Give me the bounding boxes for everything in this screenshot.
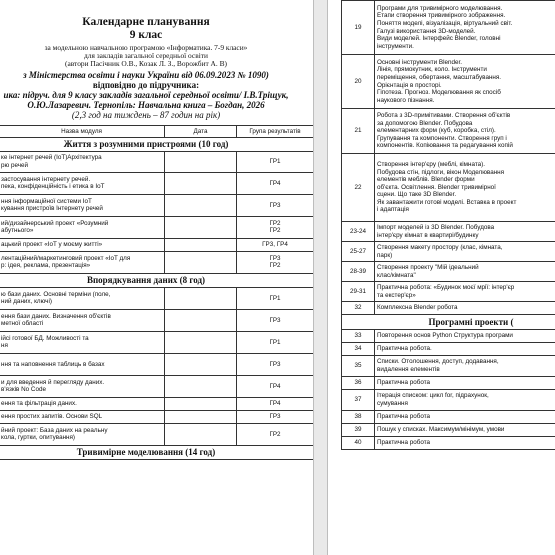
row-topic: Пошук у списках. Максимум/мінімум, умови xyxy=(375,424,555,437)
row-date xyxy=(165,151,237,172)
authors-line: (автори Пасічник О.В., Козак Л. З., Ворожбит А. В) xyxy=(65,59,227,69)
row-number: 36 xyxy=(342,377,375,390)
row-topic: ійсі готової БД. Можливості та ня xyxy=(0,331,165,353)
table-row xyxy=(342,262,555,282)
row-result-group: ГР1 xyxy=(237,287,314,309)
table-row xyxy=(342,390,555,411)
row-result-group: ГР4 xyxy=(237,397,314,410)
table-row xyxy=(342,343,555,356)
row-date xyxy=(165,353,237,375)
row-date xyxy=(165,375,237,397)
table-row xyxy=(342,330,555,343)
row-topic: и для введення й перегляду даних. в'язків No Code xyxy=(0,375,165,397)
row-topic: Основні інструменти Blender. Лінія, прямокутник, коло. Інструменти переміщення, обертання, масштабування. Орієнтація в просторі. Гіпотеза. Прогноз. Моделювання як спосіб наукового пізнання. xyxy=(375,55,555,109)
row-number: 25-27 xyxy=(342,242,375,262)
table-row xyxy=(342,411,555,424)
table-row xyxy=(342,356,555,377)
row-result-group: ГР2 xyxy=(237,423,314,445)
table-row xyxy=(0,375,314,397)
table-row xyxy=(342,377,555,390)
row-number: 37 xyxy=(342,390,375,411)
row-topic: Практична робота xyxy=(375,411,555,424)
table-row xyxy=(342,154,555,222)
textbook-line-2: О.Ю.Лазаревич. Тернопіль: Навчальна книга – Богдан, 2026 xyxy=(27,99,265,110)
row-topic: ацький проект «IoT у моєму житті» xyxy=(0,238,165,251)
section-title: Тривимірне моделювання (14 год) xyxy=(0,445,314,459)
program-subline: для закладів загальної середньої освіти xyxy=(84,51,208,61)
row-topic: Робота з 3D-примітивами. Створення об'єктів за допомогою Blender. Побудова елементарних форм (куб, коробка, стіл). Групування та компоненти. Створення груп і компонентів. Копіювання та редагування копій xyxy=(375,109,555,154)
row-topic: лентаційний/маркетинговий проект «IoT для р: ідея, реклама, презентація» xyxy=(0,251,165,273)
table-row xyxy=(0,287,314,309)
table-row xyxy=(0,309,314,331)
row-date xyxy=(165,194,237,216)
table-row xyxy=(342,424,555,437)
row-number: 23-24 xyxy=(342,222,375,242)
table-row xyxy=(342,222,555,242)
row-number: 39 xyxy=(342,424,375,437)
row-number: 19 xyxy=(342,1,375,55)
row-topic: Практична робота: «Будинок моєї мрії: інтер'єр та екстер'єр» xyxy=(375,282,555,302)
table-row xyxy=(342,282,555,302)
table-row xyxy=(342,437,555,450)
section-row xyxy=(0,137,314,151)
left-schedule-table xyxy=(0,125,314,460)
table-row xyxy=(0,216,314,238)
row-number: 22 xyxy=(342,154,375,222)
table-row xyxy=(0,251,314,273)
table-header-row xyxy=(0,125,314,137)
table-row xyxy=(0,151,314,172)
row-result-group: ГР3 xyxy=(237,309,314,331)
row-topic: ення простих запитів. Основи SQL xyxy=(0,410,165,423)
row-topic: Імпорт моделей із 3D Blender. Побудова інтер'єру кімнат в квартирі/будинку xyxy=(375,222,555,242)
row-result-group: ГР1 xyxy=(237,151,314,172)
table-row xyxy=(342,302,555,315)
table-row xyxy=(342,55,555,109)
right-schedule-table xyxy=(341,0,555,450)
row-date xyxy=(165,309,237,331)
row-result-group: ГР3 xyxy=(237,410,314,423)
row-date xyxy=(165,423,237,445)
order-line: з Міністерства освіти і науки України від 06.09.2023 № 1090) xyxy=(23,69,269,80)
row-topic: йний проект: База даних на реальну кола, гуртки, опитування) xyxy=(0,423,165,445)
table-row xyxy=(342,1,555,55)
column-header: Група результатів xyxy=(237,125,314,137)
row-number: 35 xyxy=(342,356,375,377)
hours-line: (2,3 год на тиждень – 87 годин на рік) xyxy=(71,109,221,120)
row-date xyxy=(165,287,237,309)
table-row xyxy=(0,331,314,353)
row-topic: Створення інтер'єру (меблі, кімната). Побудова стін, підлоги, вікон Моделювання елементів меблів. Blender форми об'єкта. Освітлення. Blender тривимірної сцени. Що таке 3D Blender. Як завантажити готові моделі. Вставка в проект і адаптація xyxy=(375,154,555,222)
row-topic: ння та наповнення таблиць в базах xyxy=(0,353,165,375)
section-title: Життя з розумними пристроями (10 год) xyxy=(0,137,314,151)
row-topic: Практична робота xyxy=(375,377,555,390)
section-row xyxy=(0,445,314,459)
row-topic: ю бази даних. Основні терміни (поле, ний даних, ключі) xyxy=(0,287,165,309)
column-header: Назва модуля xyxy=(0,125,165,137)
table-row xyxy=(0,353,314,375)
section-title: Впорядкування даних (8 год) xyxy=(0,273,314,287)
row-topic: Створення проекту "Мій ідеальний клас/кімната" xyxy=(375,262,555,282)
row-number: 34 xyxy=(342,343,375,356)
row-date xyxy=(165,238,237,251)
table-row xyxy=(0,238,314,251)
table-row xyxy=(0,172,314,194)
row-date xyxy=(165,172,237,194)
row-result-group: ГР1 xyxy=(237,331,314,353)
row-topic: Комплексна Blender робота xyxy=(375,302,555,315)
row-date xyxy=(165,331,237,353)
table-row xyxy=(0,423,314,445)
row-topic: Програми для тривимірного моделювання. Етапи створення тривимірного зображення. Поняття моделі, візуалізація, віртуальний світ. Галузі використання 3D-моделей. Види моделей. Інтерфейс Blender, головні інструменти. xyxy=(375,1,555,55)
row-topic: ення бази даних. Визначення об'єктів метної області xyxy=(0,309,165,331)
row-date xyxy=(165,410,237,423)
row-topic: ий/дизайнерський проект «Розумний абутнього» xyxy=(0,216,165,238)
section-row xyxy=(342,315,555,330)
row-topic: Списки. Отолошення, доступ, додавання, видалення елементів xyxy=(375,356,555,377)
row-number: 40 xyxy=(342,437,375,450)
row-date xyxy=(165,251,237,273)
row-topic: застосування інтернету речей. пека, конфіденційність і етика в IoT xyxy=(0,172,165,194)
row-result-group: ГР3, ГР4 xyxy=(237,238,314,251)
row-topic: Практична робота. xyxy=(375,343,555,356)
row-result-group: ГР3 xyxy=(237,353,314,375)
row-result-group: ГР4 xyxy=(237,172,314,194)
document-header xyxy=(0,16,314,120)
row-date xyxy=(165,216,237,238)
row-topic: ке інтернет речей (IoT)Архітектура рю речей xyxy=(0,151,165,172)
document-title: Календарне планування xyxy=(82,16,210,28)
table-row xyxy=(342,109,555,154)
row-result-group: ГР3 xyxy=(237,194,314,216)
row-topic: Ітерація списком: цикл for, підрахунок, сумування xyxy=(375,390,555,411)
grade-label: 9 клас xyxy=(129,28,163,41)
right-page xyxy=(327,0,555,555)
column-header: Дата xyxy=(165,125,237,137)
table-row xyxy=(342,242,555,262)
row-result-group: ГР3 ГР2 xyxy=(237,251,314,273)
row-topic: ння інформаційної системи IoT кування пристроїв Інтернету речей xyxy=(0,194,165,216)
row-number: 20 xyxy=(342,55,375,109)
table-row xyxy=(0,397,314,410)
table-row xyxy=(0,194,314,216)
row-topic: Повторення основ Python Структура програми xyxy=(375,330,555,343)
table-row xyxy=(0,410,314,423)
row-result-group: ГР2 ГР2 xyxy=(237,216,314,238)
row-number: 33 xyxy=(342,330,375,343)
row-topic: Створення макету простору (клас, кімната, парк) xyxy=(375,242,555,262)
textbook-label: відповідно до підручника: xyxy=(92,79,200,90)
row-number: 21 xyxy=(342,109,375,154)
section-title: Програмні проекти ( xyxy=(342,315,555,330)
row-date xyxy=(165,397,237,410)
row-number: 29-31 xyxy=(342,282,375,302)
row-number: 32 xyxy=(342,302,375,315)
row-number: 38 xyxy=(342,411,375,424)
row-topic: ення та фільтрація даних. xyxy=(0,397,165,410)
textbook-line-1: ика: підруч. для 9 класу закладів загальної середньої освіти/ І.В.Тріщук, xyxy=(3,89,289,100)
row-topic: Практична робота xyxy=(375,437,555,450)
program-line: за модельною навчальною програмою «Інформатика. 7-9 класи» xyxy=(44,42,248,52)
row-number: 28-39 xyxy=(342,262,375,282)
row-result-group: ГР4 xyxy=(237,375,314,397)
section-row xyxy=(0,273,314,287)
